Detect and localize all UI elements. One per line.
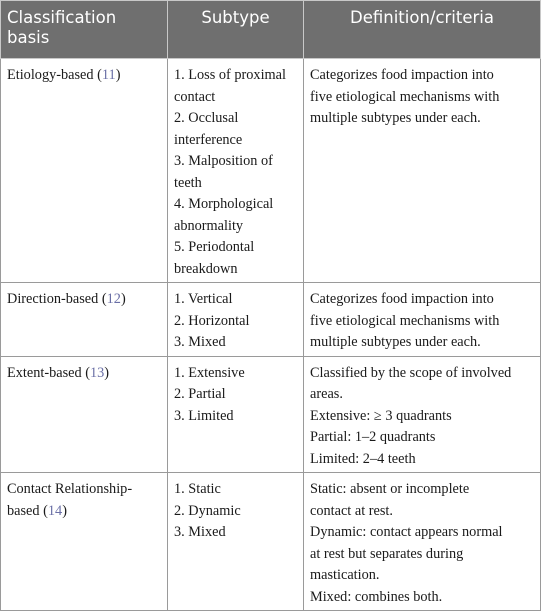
- subtype-line: 2. Dynamic: [174, 502, 241, 519]
- criteria-cell: [304, 356, 541, 473]
- criteria-line: mastication.: [310, 567, 380, 583]
- criteria-line: five etiological mechanisms with: [310, 312, 500, 329]
- subtype-line: 2. Partial: [174, 386, 226, 402]
- subtype-cell: [168, 283, 304, 357]
- subtype-line: abnormality: [174, 217, 244, 234]
- subtype-line: 1. Loss of proximal: [174, 67, 286, 83]
- basis-text: based (14): [7, 502, 67, 519]
- criteria-line: multiple subtypes under each.: [310, 334, 481, 350]
- subtype-line: contact: [174, 88, 216, 105]
- basis-text: Extent-based (13): [7, 364, 110, 381]
- criteria-line: Categorizes food impaction into: [310, 291, 494, 307]
- subtype-cell: [168, 473, 304, 611]
- subtype-cell: [168, 356, 304, 473]
- criteria-cell: [304, 59, 541, 283]
- basis-cell: [1, 59, 168, 283]
- reference-link[interactable]: 13: [89, 364, 105, 381]
- subtype-line: 2. Occlusal: [174, 110, 239, 126]
- basis-cell: [1, 473, 168, 611]
- reference-link[interactable]: 12: [106, 291, 121, 307]
- table-row-contact-relationship: [1, 473, 541, 611]
- header-subtype: Subtype: [168, 1, 304, 59]
- table-row-etiology: [1, 59, 541, 283]
- criteria-line: Categorizes food impaction into: [310, 67, 494, 83]
- criteria-line: Classified by the scope of involved: [310, 364, 512, 381]
- table-row-extent: [1, 356, 541, 473]
- subtype-line: 2. Horizontal: [174, 312, 250, 329]
- subtype-line: breakdown: [174, 260, 238, 277]
- reference-link[interactable]: 11: [101, 67, 116, 83]
- basis-cell: [1, 283, 168, 357]
- subtype-line: 3. Mixed: [174, 334, 226, 350]
- header-col1-line1: Classification: [7, 8, 117, 27]
- criteria-cell: [304, 473, 541, 611]
- criteria-line: at rest but separates during: [310, 545, 464, 562]
- criteria-line: five etiological mechanisms with: [310, 88, 500, 105]
- header-col1-line2: basis: [7, 28, 50, 47]
- header-definition-criteria: Definition/criteria: [304, 1, 541, 59]
- criteria-cell: [304, 283, 541, 357]
- basis-text: Etiology-based (11): [7, 67, 121, 83]
- subtype-line: 3. Limited: [174, 407, 234, 424]
- table-row-direction: [1, 283, 541, 357]
- basis-cell: [1, 356, 168, 473]
- subtype-line: teeth: [174, 174, 202, 191]
- subtype-cell: [168, 59, 304, 283]
- subtype-line: 3. Mixed: [174, 524, 226, 540]
- reference-link[interactable]: 14: [47, 502, 63, 519]
- criteria-line: Extensive: ≥ 3 quadrants: [310, 407, 452, 424]
- subtype-line: 1. Vertical: [174, 291, 233, 307]
- subtype-line: interference: [174, 131, 243, 148]
- criteria-line: contact at rest.: [310, 502, 393, 519]
- subtype-line: 1. Extensive: [174, 364, 245, 381]
- basis-text-line1: Contact Relationship-: [7, 481, 133, 497]
- criteria-line: Limited: 2–4 teeth: [310, 450, 416, 467]
- subtype-line: 1. Static: [174, 481, 221, 497]
- criteria-line: Static: absent or incomplete: [310, 481, 470, 497]
- subtype-line: 3. Malposition of: [174, 153, 273, 169]
- criteria-line: Dynamic: contact appears normal: [310, 524, 503, 540]
- criteria-line: Partial: 1–2 quadrants: [310, 429, 436, 445]
- criteria-line: areas.: [310, 386, 343, 402]
- criteria-line: Mixed: combines both.: [310, 588, 443, 605]
- header-classification-basis: [1, 1, 168, 59]
- subtype-line: 4. Morphological: [174, 196, 274, 212]
- header-row: [1, 1, 541, 59]
- subtype-line: 5. Periodontal: [174, 239, 255, 255]
- basis-text: Direction-based (12): [7, 291, 126, 307]
- criteria-line: multiple subtypes under each.: [310, 110, 481, 126]
